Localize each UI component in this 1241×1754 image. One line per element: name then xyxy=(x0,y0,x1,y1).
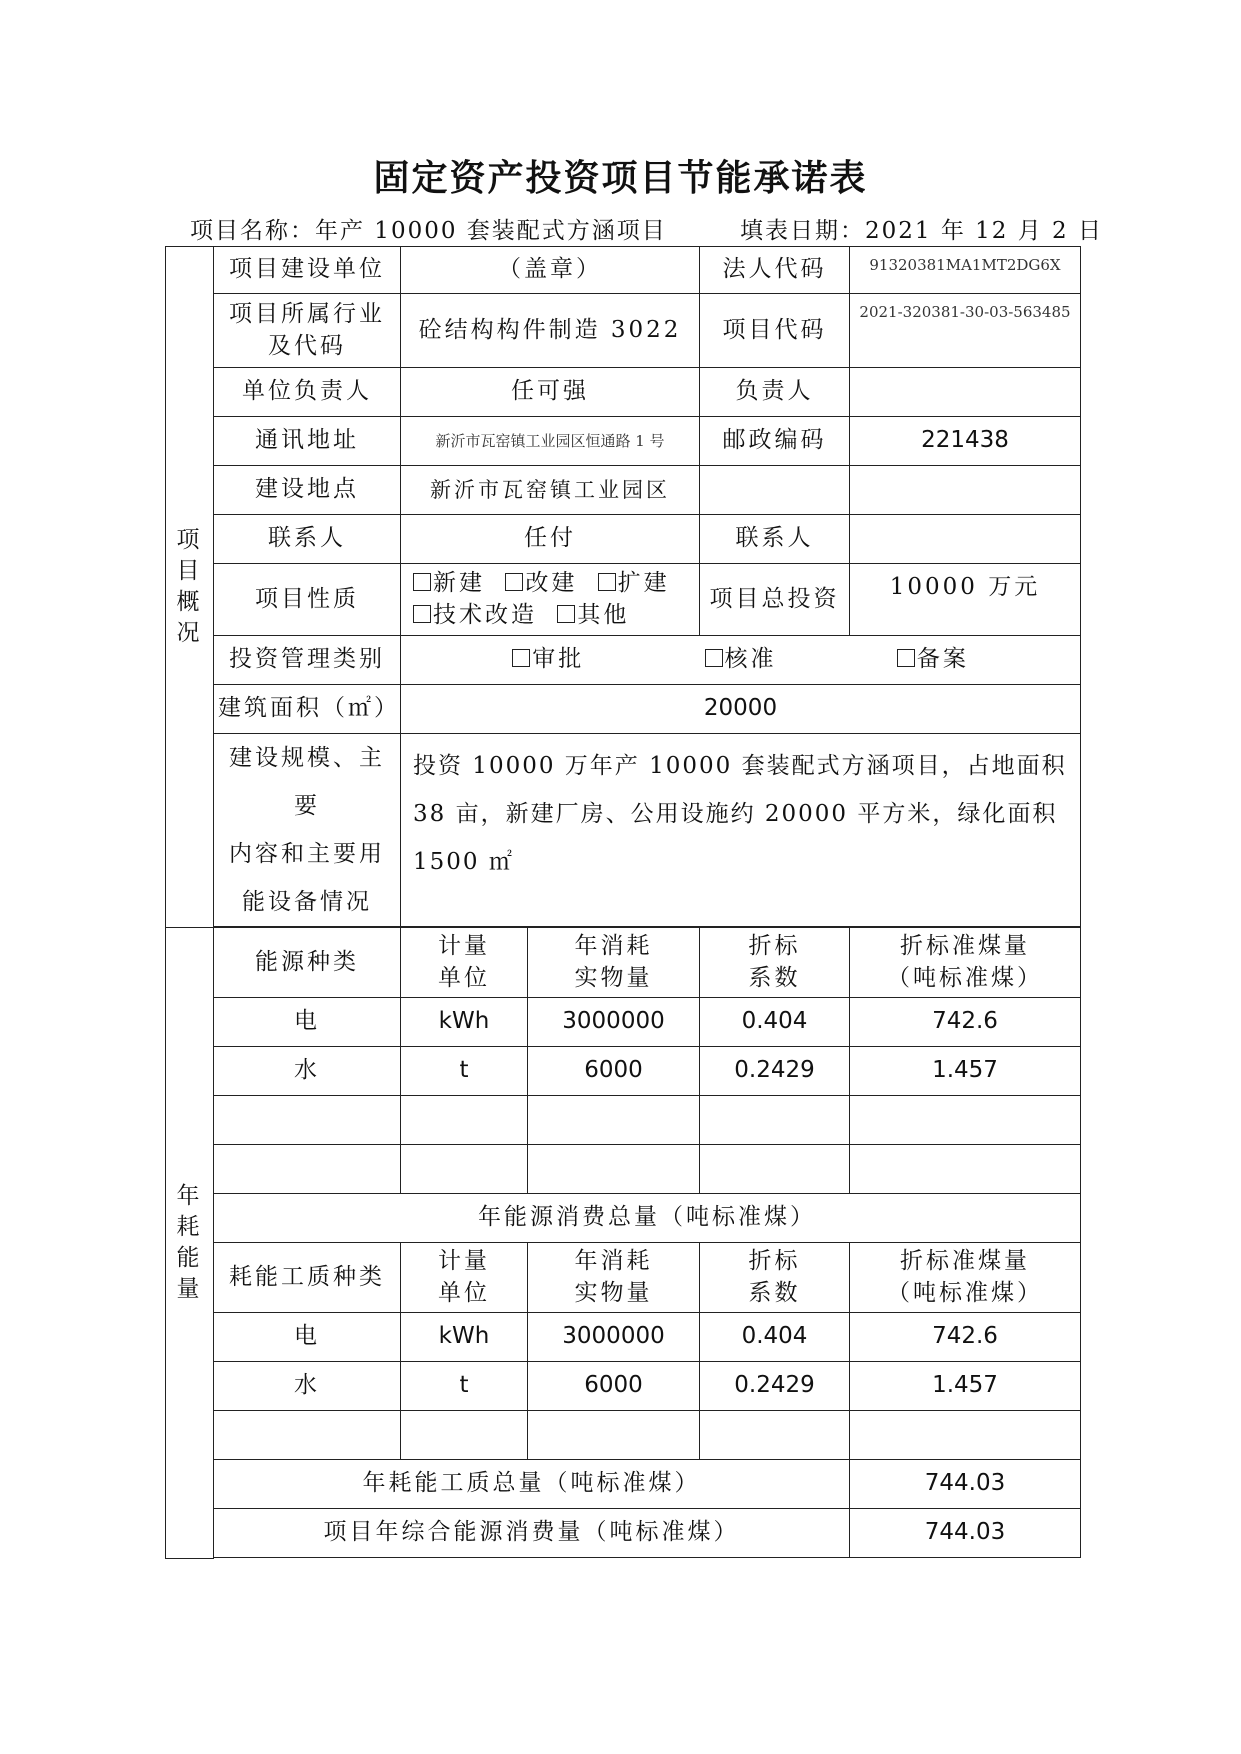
medium-total-value: 744.03 xyxy=(850,1460,1081,1509)
medium-header-coal: 折标准煤量 （吨标准煤） xyxy=(850,1243,1081,1313)
project-name-label: 项目名称： xyxy=(190,218,315,244)
medium-header-factor: 折标 系数 xyxy=(700,1243,850,1313)
nature-label: 项目性质 xyxy=(214,564,401,636)
medium-row-factor: 0.2429 xyxy=(700,1362,850,1411)
checkbox-icon[interactable] xyxy=(413,605,431,623)
empty-cell xyxy=(214,1411,401,1460)
energy-header-unit: 计量 单位 xyxy=(401,928,528,998)
energy-row-factor: 0.2429 xyxy=(700,1047,850,1096)
medium-header-unit: 计量 单位 xyxy=(401,1243,528,1313)
responsible-label: 单位负责人 xyxy=(214,368,401,417)
combined-total-value: 744.03 xyxy=(850,1509,1081,1558)
empty-cell xyxy=(528,1411,700,1460)
medium-row-amount: 6000 xyxy=(528,1362,700,1411)
table-row xyxy=(166,1096,1081,1145)
table-row xyxy=(166,1411,1081,1460)
energy-header-coal: 折标准煤量 （吨标准煤） xyxy=(850,928,1081,998)
person-label: 负责人 xyxy=(700,368,850,417)
legal-code-label: 法人代码 xyxy=(700,247,850,294)
site-extra-empty-2 xyxy=(850,466,1081,515)
nature-option-other[interactable]: 其他 xyxy=(557,602,629,628)
energy-commitment-table xyxy=(165,246,1081,1559)
project-name-value: 年产 10000 套装配式方涵项目 xyxy=(315,218,667,244)
form-title: 固定资产投资项目节能承诺表 xyxy=(373,157,868,199)
medium-header-type: 耗能工质种类 xyxy=(214,1243,401,1313)
energy-total-label: 年能源消费总量（吨标准煤） xyxy=(214,1194,1081,1243)
site-value: 新沂市瓦窑镇工业园区 xyxy=(401,466,700,515)
energy-header-type: 能源种类 xyxy=(214,928,401,998)
empty-cell xyxy=(700,1145,850,1194)
energy-row-factor: 0.404 xyxy=(700,998,850,1047)
empty-cell xyxy=(850,1411,1081,1460)
responsible-value: 任可强 xyxy=(401,368,700,417)
empty-cell xyxy=(528,1096,700,1145)
area-value: 20000 xyxy=(401,685,1081,734)
fill-date-line xyxy=(740,212,1103,245)
nature-option-new[interactable]: 新建 xyxy=(413,570,485,596)
contact-label: 联系人 xyxy=(214,515,401,564)
empty-cell xyxy=(214,1145,401,1194)
medium-row-amount: 3000000 xyxy=(528,1313,700,1362)
industry-value: 砼结构构件制造 3022 xyxy=(401,294,700,368)
mgmt-label: 投资管理类别 xyxy=(214,636,401,685)
empty-cell xyxy=(850,1145,1081,1194)
energy-header-amount: 年消耗 实物量 xyxy=(528,928,700,998)
investment-value: 10000 万元 xyxy=(850,564,1081,636)
checkbox-icon[interactable] xyxy=(897,649,915,667)
scale-value: 投资 10000 万年产 10000 套装配式方涵项目，占地面积 38 亩，新建厂房、公用设施约 20000 平方米，绿化面积 1500 ㎡ xyxy=(401,734,1081,927)
medium-row-coal: 742.6 xyxy=(850,1313,1081,1362)
investment-label: 项目总投资 xyxy=(700,564,850,636)
mgmt-option-record[interactable]: 备案 xyxy=(897,646,969,672)
checkbox-icon[interactable] xyxy=(505,573,523,591)
checkbox-icon[interactable] xyxy=(512,649,530,667)
checkbox-icon[interactable] xyxy=(557,605,575,623)
checkbox-icon[interactable] xyxy=(413,573,431,591)
project-code-label: 项目代码 xyxy=(700,294,850,368)
table-row xyxy=(166,1362,1081,1411)
postcode-label: 邮政编码 xyxy=(700,417,850,466)
project-name-line xyxy=(190,212,667,245)
medium-row-factor: 0.404 xyxy=(700,1313,850,1362)
project-code-value: 2021-320381-30-03-563485 xyxy=(850,294,1081,368)
energy-row-amount: 3000000 xyxy=(528,998,700,1047)
nature-option-rebuild[interactable]: 改建 xyxy=(505,570,577,596)
nature-option-tech[interactable]: 技术改造 xyxy=(413,602,537,628)
medium-row-unit: t xyxy=(401,1362,528,1411)
nature-option-expand[interactable]: 扩建 xyxy=(598,570,670,596)
medium-row-name: 水 xyxy=(214,1362,401,1411)
medium-row-coal: 1.457 xyxy=(850,1362,1081,1411)
energy-row-coal: 1.457 xyxy=(850,1047,1081,1096)
fill-date-label: 填表日期： xyxy=(740,218,865,244)
mgmt-option-verify[interactable]: 核准 xyxy=(705,646,777,672)
energy-row-amount: 6000 xyxy=(528,1047,700,1096)
fill-date-value: 2021 年 12 月 2 日 xyxy=(865,218,1103,244)
checkbox-icon[interactable] xyxy=(598,573,616,591)
contact2-value xyxy=(850,515,1081,564)
site-label: 建设地点 xyxy=(214,466,401,515)
energy-header-factor: 折标 系数 xyxy=(700,928,850,998)
section-annual-energy: 年 耗 能 量 xyxy=(166,928,214,1559)
postcode-value: 221438 xyxy=(850,417,1081,466)
energy-row-unit: t xyxy=(401,1047,528,1096)
empty-cell xyxy=(401,1411,528,1460)
mgmt-options xyxy=(401,636,1081,685)
address-label: 通讯地址 xyxy=(214,417,401,466)
mgmt-option-approve[interactable]: 审批 xyxy=(512,646,584,672)
scale-label: 建设规模、主要 内容和主要用 能设备情况 xyxy=(214,734,401,927)
table-row xyxy=(166,1313,1081,1362)
energy-row-name: 电 xyxy=(214,998,401,1047)
address-value: 新沂市瓦窑镇工业园区恒通路 1 号 xyxy=(401,417,700,466)
table-row xyxy=(166,998,1081,1047)
energy-row-coal: 742.6 xyxy=(850,998,1081,1047)
section-project-overview: 项 目 概 况 xyxy=(166,247,214,928)
medium-total-label: 年耗能工质总量（吨标准煤） xyxy=(214,1460,850,1509)
empty-cell xyxy=(528,1145,700,1194)
energy-row-name: 水 xyxy=(214,1047,401,1096)
table-row xyxy=(166,1047,1081,1096)
combined-total-label: 项目年综合能源消费量（吨标准煤） xyxy=(214,1509,850,1558)
medium-header-amount: 年消耗 实物量 xyxy=(528,1243,700,1313)
empty-cell xyxy=(401,1145,528,1194)
empty-cell xyxy=(700,1096,850,1145)
energy-row-unit: kWh xyxy=(401,998,528,1047)
unit-seal: （盖章） xyxy=(401,247,700,294)
medium-row-unit: kWh xyxy=(401,1313,528,1362)
industry-label: 项目所属行业 及代码 xyxy=(214,294,401,368)
empty-cell xyxy=(850,1096,1081,1145)
empty-cell xyxy=(214,1096,401,1145)
nature-options xyxy=(401,564,700,636)
medium-row-name: 电 xyxy=(214,1313,401,1362)
contact2-label: 联系人 xyxy=(700,515,850,564)
table-row xyxy=(166,1145,1081,1194)
contact-value: 任付 xyxy=(401,515,700,564)
empty-cell xyxy=(700,1411,850,1460)
area-label: 建筑面积（㎡） xyxy=(214,685,401,734)
unit-label: 项目建设单位 xyxy=(214,247,401,294)
legal-code-value: 91320381MA1MT2DG6X xyxy=(850,247,1081,294)
checkbox-icon[interactable] xyxy=(705,649,723,667)
person-value xyxy=(850,368,1081,417)
site-extra-empty xyxy=(700,466,850,515)
empty-cell xyxy=(401,1096,528,1145)
